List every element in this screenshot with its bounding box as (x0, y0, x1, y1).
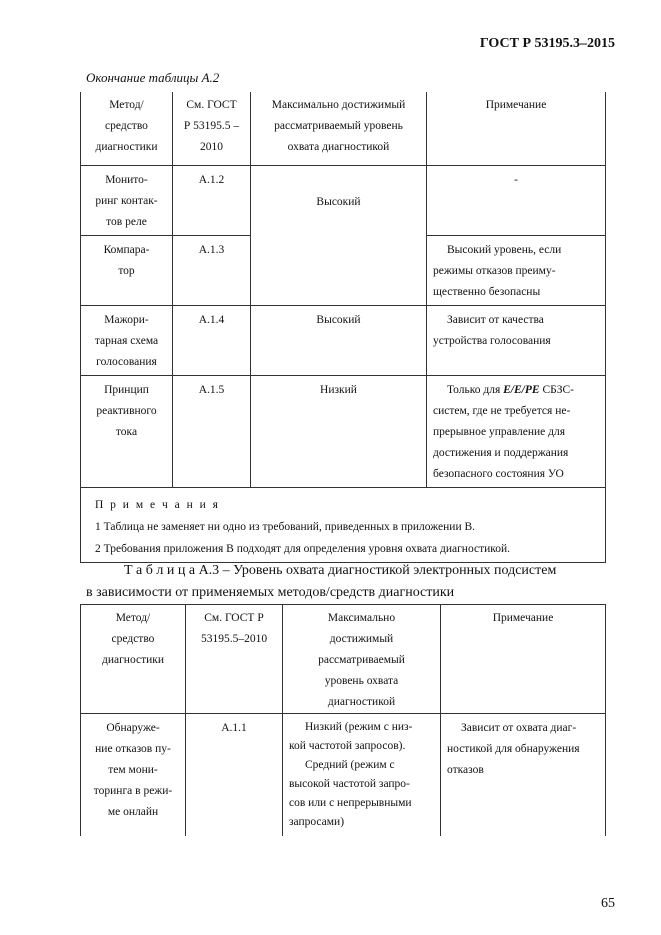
note-cell: Высокий уровень, если режимы отказов преиму- щественно безопасны (427, 236, 606, 306)
column-header-coverage-level: Максимально достижимый рассматриваемый уровень охвата диагностикой (283, 605, 441, 714)
method-cell: Компара- тор (81, 236, 173, 306)
system-type-emphasis: E/E/PE (503, 384, 540, 396)
reference-cell: А.1.1 (186, 714, 283, 836)
notes-row (81, 488, 606, 563)
column-header-note: Примечание (427, 92, 606, 166)
reference-cell: А.1.2 (173, 166, 251, 236)
table-row (81, 166, 606, 236)
table-a3 (80, 604, 606, 836)
coverage-level-cell: Низкий (251, 376, 427, 488)
table-row (81, 376, 606, 488)
table-a3-caption: Т а б л и ц а А.3 – Уровень охвата диагностикой электронных подсистем в зависимости от применяемых методов/средств диагностики (86, 563, 557, 600)
document-id-header: ГОСТ Р 53195.3–2015 (479, 36, 615, 51)
table-header-row (81, 92, 606, 166)
method-cell: Обнаруже- ние отказов пу- тем мони- торинга в режи- ме онлайн (81, 714, 186, 836)
coverage-level-cell: Высокий (251, 166, 427, 306)
table-continuation-caption: Окончание таблицы А.2 (86, 70, 220, 85)
notes-title: П р и м е ч а н и я (95, 499, 220, 511)
table-row (81, 714, 606, 836)
reference-cell: А.1.5 (173, 376, 251, 488)
table-a2 (80, 92, 606, 563)
column-header-method: Метод/ средство диагностики (81, 605, 186, 714)
reference-cell: А.1.3 (173, 236, 251, 306)
note-cell: Зависит от качества устройства голосования (427, 306, 606, 376)
column-header-reference: См. ГОСТ Р 53195.5 – 2010 (173, 92, 251, 166)
method-cell: Монито- ринг контак- тов реле (81, 166, 173, 236)
coverage-level-cell: Низкий (режим с низ- кой частотой запросов). Средний (режим с высокой частотой запро- сов или с непрерывными запросами) (283, 714, 441, 836)
note-item: 1 Таблица не заменяет ни одно из требований, приведенных в приложении В. (95, 521, 476, 533)
coverage-level-cell: Высокий (251, 306, 427, 376)
column-header-coverage-level: Максимально достижимый рассматриваемый уровень охвата диагностикой (251, 92, 427, 166)
column-header-reference: См. ГОСТ Р 53195.5–2010 (186, 605, 283, 714)
page-number: 65 (601, 896, 615, 911)
notes-cell (81, 488, 606, 563)
column-header-method: Метод/ средство диагностики (81, 92, 173, 166)
column-header-note: Примечание (441, 605, 606, 714)
note-cell: Зависит от охвата диаг- ностикой для обнаружения отказов (441, 714, 606, 836)
reference-cell: А.1.4 (173, 306, 251, 376)
table-header-row (81, 605, 606, 714)
table-row (81, 306, 606, 376)
method-cell: Мажори- тарная схема голосования (81, 306, 173, 376)
note-cell: - (427, 166, 606, 236)
note-item: 2 Требования приложения В подходят для определения уровня охвата диагностикой. (95, 543, 511, 555)
note-cell: Только для E/E/PE СБЗС- систем, где не требуется не- прерывное управление для достижения и поддержания безопасного состояния УО (427, 376, 606, 488)
method-cell: Принцип реактивного тока (81, 376, 173, 488)
